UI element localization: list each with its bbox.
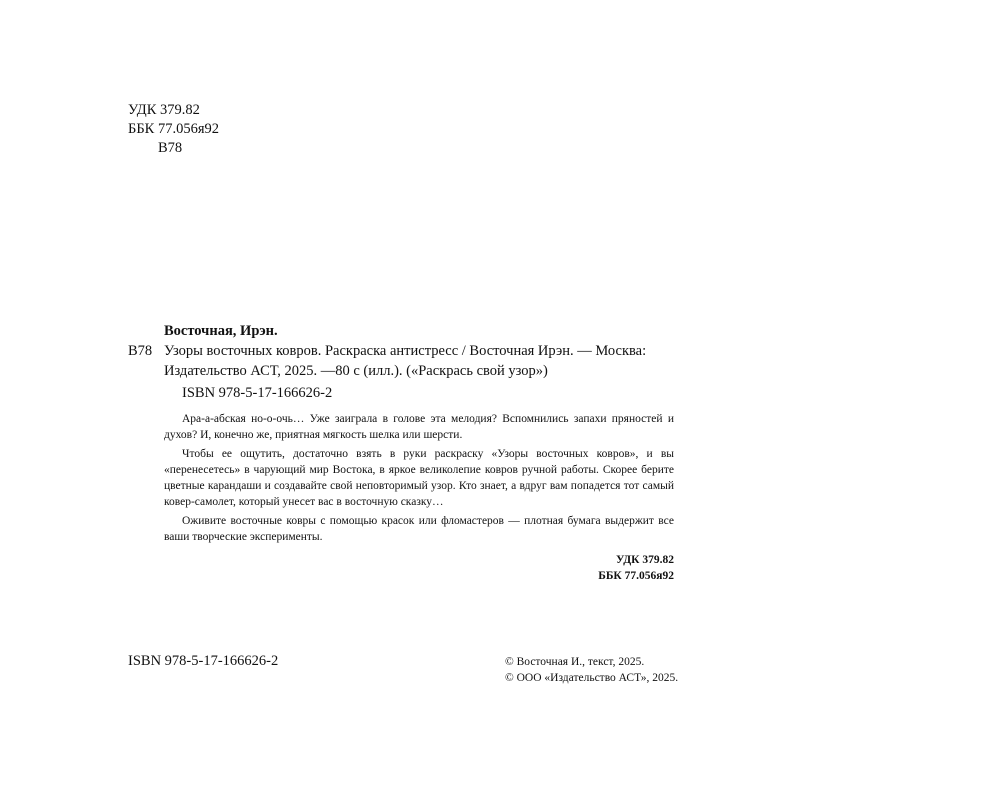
catalog-bbk: ББК 77.056я92 [598, 570, 674, 582]
catalog-udk: УДК 379.82 [615, 554, 674, 566]
annotation-paragraph: Чтобы ее ощутить, достаточно взять в руки раскраску «Узоры восточных ковров», и вы «перенесетесь» в чарующий мир Востока, в яркое великолепие ковров ручной работы. Скорее берите цветные карандаши и создавайте свой неповторимый узор. Кто знает, а вдруг вам попадется тот самый ковер-самолет, который унесет вас в восточную сказку… [164, 448, 674, 508]
top-classification [128, 101, 219, 158]
author-code: В78 [158, 140, 183, 156]
footer-isbn: ISBN 978-5-17-166626-2 [128, 653, 279, 669]
annotation-paragraph: Оживите восточные ковры с помощью красок или фломастеров — плотная бумага выдержит все ваши творческие эксперименты. [164, 515, 674, 543]
copyright-notice [505, 654, 679, 686]
bbk-code: ББК 77.056я92 [128, 121, 219, 137]
catalog-entry [128, 342, 674, 381]
catalog-title-line-2: Издательство АСТ, 2025. —80 с (илл.). («Раскрась свой узор») [164, 362, 548, 379]
catalog-author-code: В78 [128, 343, 153, 359]
annotation [128, 411, 674, 545]
catalog-author: Восточная, Ирэн. [164, 323, 278, 339]
copyright-publisher: © ООО «Издательство АСТ», 2025. [505, 672, 679, 684]
copyright-text: © Восточная И., текст, 2025. [505, 656, 645, 668]
catalog-title-line-1: Узоры восточных ковров. Раскраска антистресс / Восточная Ирэн. — Москва: [164, 343, 647, 359]
annotation-paragraph: Ара-а-абская но-о-очь… Уже заиграла в голове эта мелодия? Вспомнились запахи пряностей и духов? И, конечно же, приятная мягкость шелка или шерсти. [164, 413, 674, 441]
catalog-card [128, 322, 674, 584]
catalog-isbn: ISBN 978-5-17-166626-2 [182, 385, 333, 401]
catalog-classification [128, 552, 674, 584]
udk-code: УДК 379.82 [128, 102, 200, 118]
